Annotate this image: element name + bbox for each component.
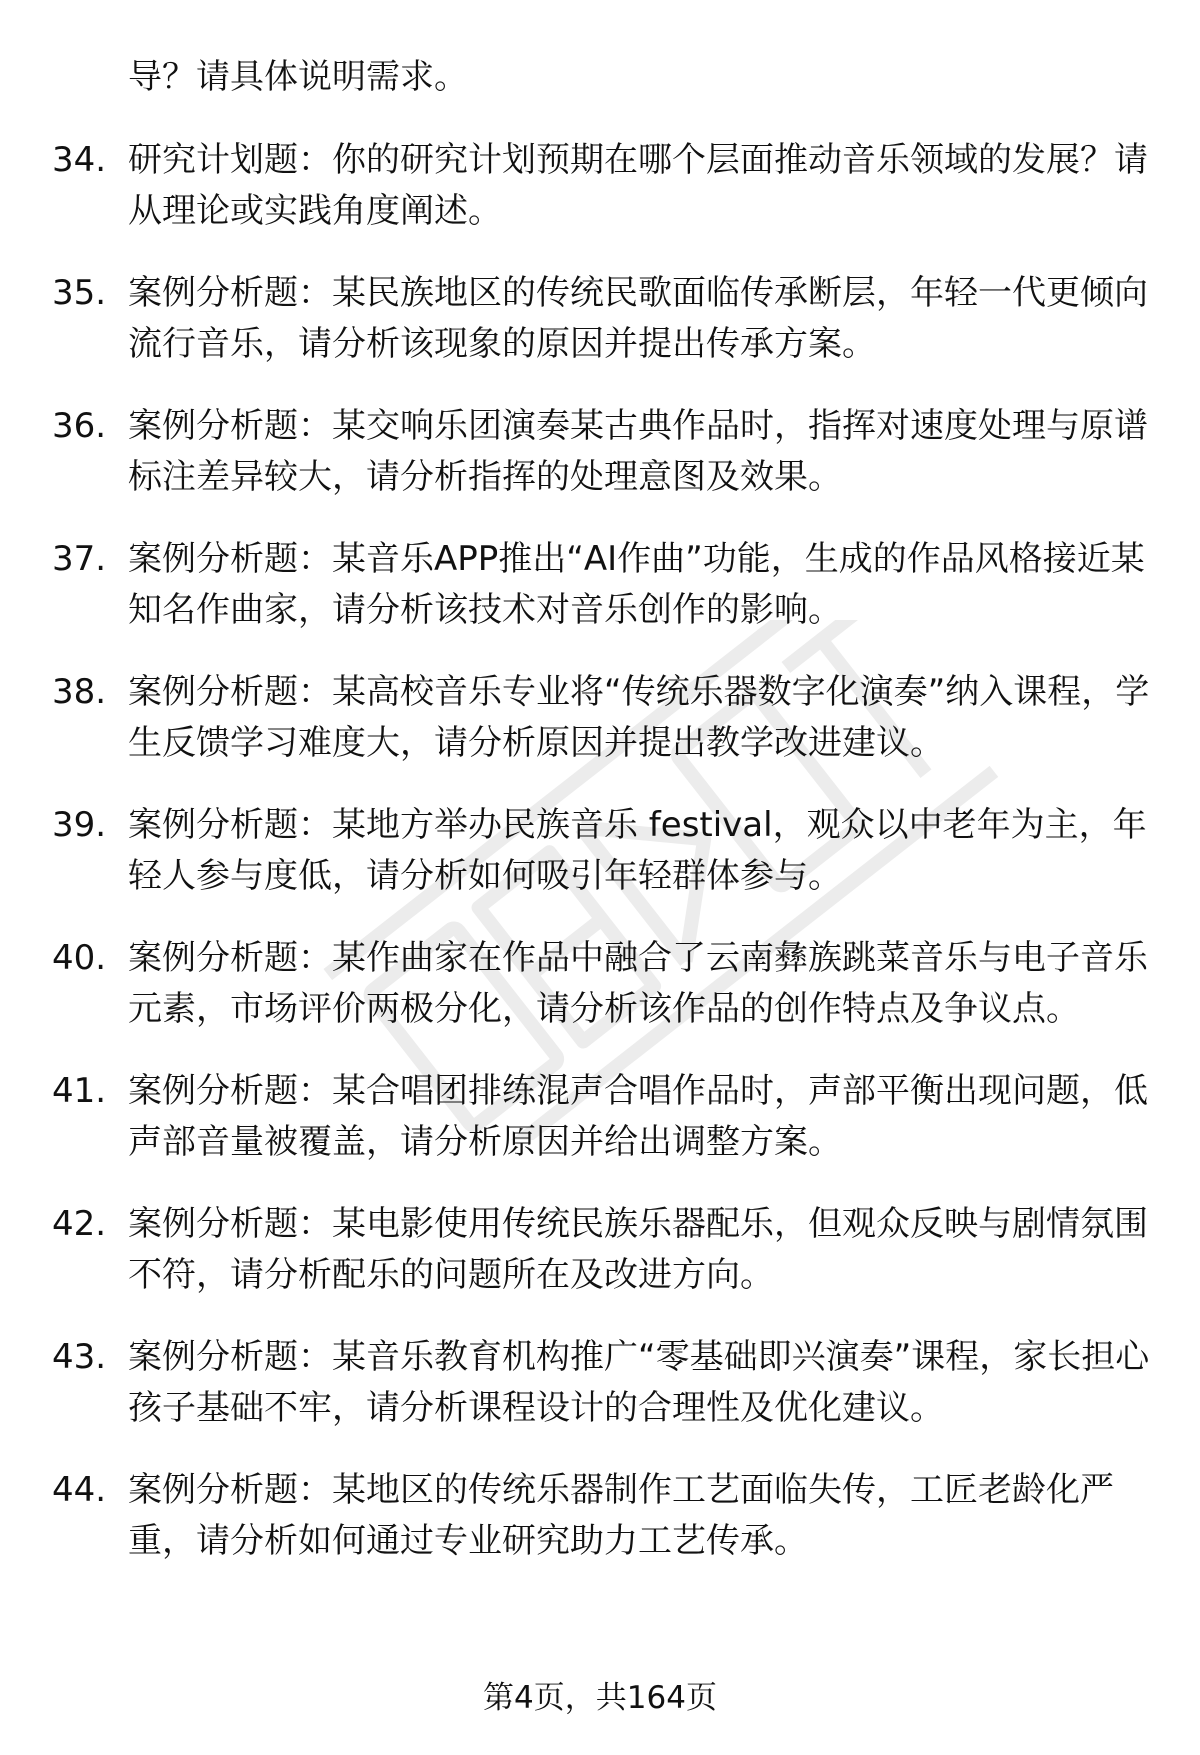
item-text: 案例分析题：某地方举办民族音乐 festival，观众以中老年为主，年轻人参与度低，请分析如何吸引年轻群体参与。 <box>128 805 1147 896</box>
item-number: 43. <box>52 1337 107 1377</box>
item-text: 案例分析题：某民族地区的传统民歌面临传承断层，年轻一代更倾向流行音乐，请分析该现象的原因并提出传承方案。 <box>128 273 1148 364</box>
item-number: 38. <box>52 672 107 712</box>
question-list <box>52 52 1152 1598</box>
item-number: 37. <box>52 539 107 579</box>
list-item <box>52 135 1152 237</box>
item-text: 案例分析题：某交响乐团演奏某古典作品时，指挥对速度处理与原谱标注差异较大，请分析指挥的处理意图及效果。 <box>128 406 1148 497</box>
item-text: 案例分析题：某音乐APP推出“AI作曲”功能，生成的作品风格接近某知名作曲家，请分析该技术对音乐创作的影响。 <box>128 539 1145 630</box>
list-item <box>52 1332 1152 1434</box>
item-number: 44. <box>52 1470 107 1510</box>
item-text: 研究计划题：你的研究计划预期在哪个层面推动音乐领域的发展？请从理论或实践角度阐述。 <box>128 140 1148 231</box>
list-item <box>52 800 1152 902</box>
item-text: 案例分析题：某合唱团排练混声合唱作品时，声部平衡出现问题，低声部音量被覆盖，请分析原因并给出调整方案。 <box>128 1071 1148 1162</box>
item-number: 35. <box>52 273 107 313</box>
list-item <box>52 401 1152 503</box>
item-number: 40. <box>52 938 107 978</box>
list-item <box>52 1465 1152 1567</box>
list-item <box>52 933 1152 1035</box>
item-text: 案例分析题：某地区的传统乐器制作工艺面临失传，工匠老龄化严重，请分析如何通过专业研究助力工艺传承。 <box>128 1470 1114 1561</box>
item-text: 案例分析题：某音乐教育机构推广“零基础即兴演奏”课程，家长担心孩子基础不牢，请分析课程设计的合理性及优化建议。 <box>128 1337 1150 1428</box>
item-number: 41. <box>52 1071 107 1111</box>
item-number: 34. <box>52 140 107 180</box>
list-item <box>52 1066 1152 1168</box>
item-text: 案例分析题：某作曲家在作品中融合了云南彝族跳菜音乐与电子音乐元素，市场评价两极分化，请分析该作品的创作特点及争议点。 <box>128 938 1148 1029</box>
continued-text: 导？请具体说明需求。 <box>128 57 468 97</box>
item-text: 案例分析题：某高校音乐专业将“传统乐器数字化演奏”纳入课程，学生反馈学习难度大，请分析原因并提出教学改进建议。 <box>128 672 1150 763</box>
item-number: 36. <box>52 406 107 446</box>
item-text: 案例分析题：某电影使用传统民族乐器配乐，但观众反映与剧情氛围不符，请分析配乐的问题所在及改进方向。 <box>128 1204 1148 1295</box>
list-item <box>52 534 1152 636</box>
page-number-footer: 第4页，共164页 <box>483 1680 717 1716</box>
list-item <box>52 1199 1152 1301</box>
list-item <box>52 268 1152 370</box>
list-item <box>52 667 1152 769</box>
item-number: 39. <box>52 805 107 845</box>
item-number: 42. <box>52 1204 107 1244</box>
